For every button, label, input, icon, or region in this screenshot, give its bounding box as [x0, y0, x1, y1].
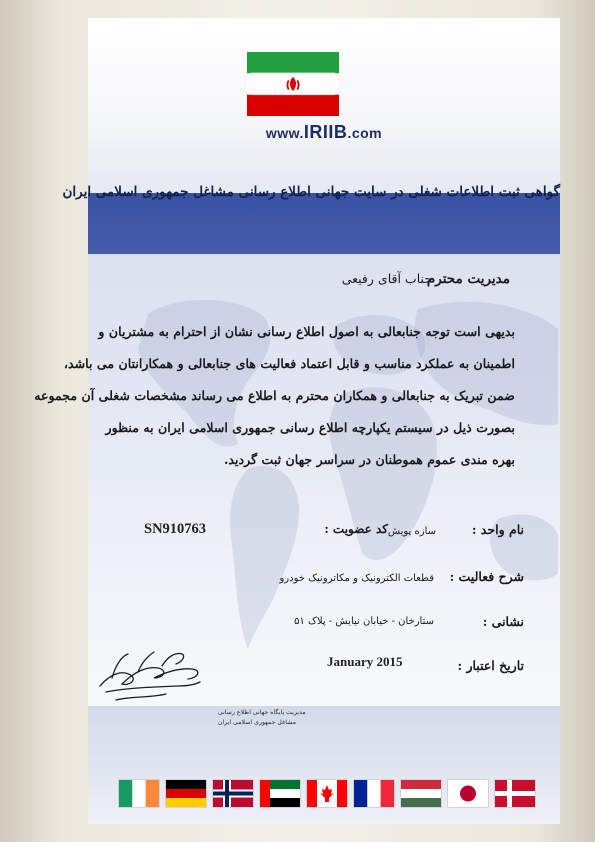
- site-prefix: www.: [265, 125, 304, 141]
- body-line-3: ضمن تبریک به جنابعالی و همکاران محترم به اطلاع می رساند مشخصات شغلی آن مجموعه: [34, 388, 515, 403]
- world-map-watermark: [88, 254, 560, 706]
- validity-label: تاریخ اعتبار :: [457, 658, 524, 673]
- membership-code-value: SN910763: [144, 521, 207, 537]
- body-line-2: اطمینان به عملکرد مناسب و قابل اعتماد فعالیت های جنابعالی و همکارانتان می باشد،: [63, 356, 515, 371]
- validity-value: January 2015: [327, 654, 403, 669]
- site-brand: IRIIB: [303, 122, 348, 142]
- addressee: جناب آقای رفیعی: [341, 271, 432, 286]
- site-suffix: .com: [347, 125, 383, 141]
- france-flag-icon: [354, 780, 394, 807]
- stamp-text: مدیریت پایگاه جهانی اطلاع رسانی: [218, 709, 306, 716]
- uae-flag-icon: [260, 780, 300, 807]
- unit-name-label: نام واحد :: [471, 522, 524, 537]
- address-value: ستارخان - خیابان نیایش - پلاک ۵۱: [294, 616, 434, 627]
- hungary-flag-icon: [401, 780, 441, 807]
- certificate: [34, 18, 560, 824]
- stamp-text-line-2: مشاغل جمهوری اسلامی ایران: [218, 719, 297, 726]
- body-line-1: بدیهی است توجه جنابعالی به اصول اطلاع رسانی نشان از احترام به مشتریان و: [98, 324, 515, 339]
- address-label: نشانی :: [482, 614, 524, 629]
- japan-flag-icon: [448, 780, 488, 807]
- body-line-5: بهره مندی عموم هموطنان در سراسر جهان ثبت گردید.: [224, 452, 515, 467]
- membership-code-label: کد عضویت :: [324, 522, 388, 536]
- ireland-flag-icon: [119, 780, 159, 807]
- unit-name-value: سازه پویش: [387, 526, 436, 537]
- salutation: مدیریت محترم: [426, 271, 510, 287]
- flag-strip: [119, 780, 535, 807]
- activity-value: قطعات الکترونیک و مکاترونیک خودرو: [279, 573, 434, 584]
- website-url: [88, 122, 560, 143]
- iran-flag-icon: [247, 52, 339, 116]
- canada-flag-icon: [307, 780, 347, 807]
- norway-flag-icon: [213, 780, 253, 807]
- body-line-4: بصورت ذیل در سیستم یکپارچه اطلاع رسانی جمهوری اسلامی ایران به منظور: [105, 420, 515, 435]
- signature-stamp: [92, 642, 306, 754]
- activity-label: شرح فعالیت :: [449, 569, 524, 584]
- denmark-flag-icon: [495, 780, 535, 807]
- certificate-title: گواهی ثبت اطلاعات شغلی در سایت جهانی اطلاع رسانی مشاغل جمهوری اسلامی ایران: [62, 184, 560, 200]
- germany-flag-icon: [166, 780, 206, 807]
